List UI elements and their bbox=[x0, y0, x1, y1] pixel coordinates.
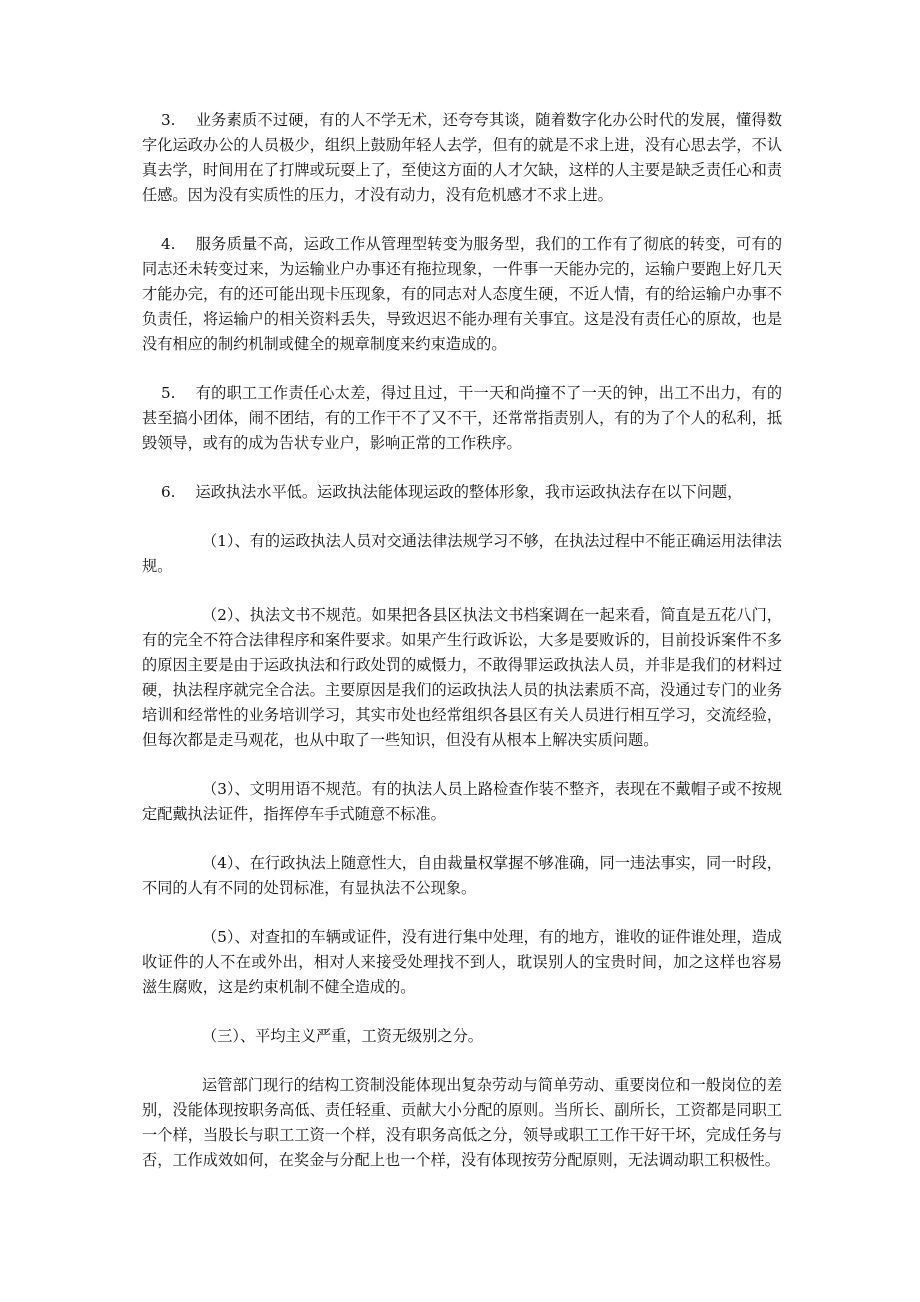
sub-item-1: （1）、有的运政执法人员对交通法律法规学习不够，在执法过程中不能正确运用法律法规。 bbox=[142, 532, 782, 575]
document-body bbox=[142, 108, 798, 1197]
sub-item-2: （2）、执法文书不规范。如果把各县区执法文书档案调在一起来看，简直是五花八门，有的完全不符合法律程序和案件要求。如果产生行政诉讼，大多是要败诉的，目前投诉案件不多的原因主要是由于运政执法和行政处罚的威慑力，不敢得罪运政执法人员，并非是我们的材料过硬，执法程序就完全合法。主要原因是我们的运政执法人员的执法素质不高，没通过专门的业务培训和经常性的业务培训学习，其实市处也经常组织各县区有关人员进行相互学习，交流经验，但每次都是走马观花，也从中取了一些知识，但没有从根本上解决实质问题。 bbox=[142, 606, 782, 749]
paragraph-text: 服务质量不高，运政工作从管理型转变为服务型，我们的工作有了彻底的转变，可有的同志还未转变过来，为运输业户办事还有拖拉现象，一件事一天能办完的，运输户要跑上好几天才能办完，有的还可能出现卡压现象，有的同志对人态度生硬，不近人情，有的给运输户办事不负责任，将运输户的相关资料丢失，导致迟迟不能办理有关事宜。这是没有责任心的原故，也是没有相应的制约机制或健全的规章制度来约束造成的。 bbox=[142, 235, 782, 353]
sub-item-5: （5）、对查扣的车辆或证件，没有进行集中处理，有的地方，谁收的证件谁处理，造成收证件的人不在或外出，相对人来接受处理找不到人，耽误别人的宝贵时间，加之这样也容易 滋生腐败，这是约束机制不健全造成的。 bbox=[142, 928, 798, 996]
sub-item-3: （3）、文明用语不规范。有的执法人员上路检查作装不整齐，表现在不戴帽子或不按规定配戴执法证件，指挥停车手式随意不标准。 bbox=[142, 780, 782, 823]
paragraph-number: 5. bbox=[161, 384, 176, 402]
numbered-paragraph-5 bbox=[142, 381, 782, 456]
paragraph-text: 业务素质不过硬，有的人不学无术，还夸夸其谈，随着数字化办公时代的发展，懂得数字化运政办公的人员极少，组织上鼓励年轻人去学，但有的就是不求上进，没有心思去学，不认真去学，时间用在了打牌或玩耍上了，至使这方面的人才欠缺，这样的人主要是缺乏责任心和责任感。因为没有实质性的压力，才没有动力，没有危机感才不求上进。 bbox=[142, 111, 782, 204]
numbered-paragraph-3 bbox=[142, 108, 782, 208]
sub-item-4: （4）、在行政执法上随意性大，自由裁量权掌握不够准确，同一违法事实，同一时段，不同的人有不同的处罚标准，有显执法不公现象。 bbox=[142, 854, 782, 897]
paragraph-number: 3. bbox=[161, 111, 176, 129]
body-paragraph: 运管部门现行的结构工资制没能体现出复杂劳动与简单劳动、重要岗位和一般岗位的差别，没能体现按职务高低、责任轻重、贡献大小分配的原则。当所长、副所长，工资都是同职工一个样，当股长与职工工资一个样，没有职务高低之分，领导或职工工作干好干坏，完成任务与否，工作成效如何，在奖金与分配上也一个样，没有体现按劳分配原则，无法调动职工积极性。 bbox=[142, 1076, 782, 1169]
paragraph-text: 运政执法水平低。运政执法能体现运政的整体形象，我市运政执法存在以下问题， bbox=[195, 483, 743, 501]
paragraph-text: 有的职工工作责任心太差，得过且过，干一天和尚撞不了一天的钟，出工不出力，有的甚至搞小团体，闹不团结，有的工作干不了又不干，还常常指责别人，有的为了个人的私利，抵毁领导，或有的成为告状专业户，影响正常的工作秩序。 bbox=[142, 384, 782, 452]
section-heading: （三）、平均主义严重，工资无级别之分。 bbox=[202, 1027, 483, 1045]
numbered-paragraph-6 bbox=[142, 480, 782, 505]
numbered-paragraph-4 bbox=[142, 232, 782, 357]
paragraph-number: 4. bbox=[161, 235, 176, 253]
paragraph-number: 6. bbox=[161, 483, 176, 501]
